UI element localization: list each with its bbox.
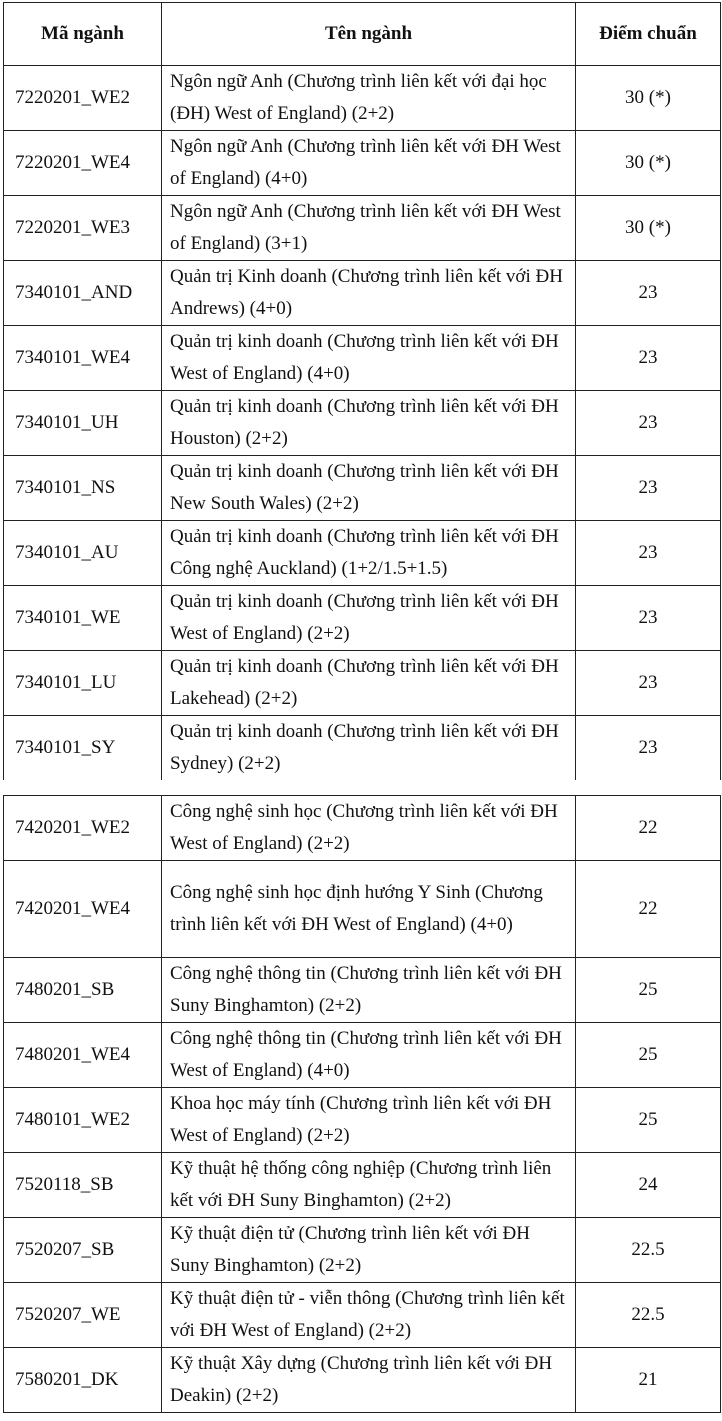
name-cell: Công nghệ sinh học (Chương trình liên kết với ĐH West of England) (2+2): [162, 796, 576, 861]
code-cell: 7340101_WE4: [4, 326, 162, 391]
code-cell: 7220201_WE4: [4, 131, 162, 196]
code-cell: 7340101_AND: [4, 261, 162, 326]
code-cell: 7480201_SB: [4, 958, 162, 1023]
table-row: [4, 651, 721, 716]
name-cell: Quản trị kinh doanh (Chương trình liên kết với ĐH Công nghệ Auckland) (1+2/1.5+1.5): [162, 521, 576, 586]
name-cell: Công nghệ sinh học định hướng Y Sinh (Chương trình liên kết với ĐH West of England) (4+0): [162, 861, 576, 958]
code-cell: 7480201_WE4: [4, 1023, 162, 1088]
score-cell: 22.5: [576, 1283, 721, 1348]
name-cell: Khoa học máy tính (Chương trình liên kết với ĐH West of England) (2+2): [162, 1088, 576, 1153]
score-cell: 25: [576, 1088, 721, 1153]
name-cell: Quản trị kinh doanh (Chương trình liên kết với ĐH Houston) (2+2): [162, 391, 576, 456]
code-cell: 7520207_SB: [4, 1218, 162, 1283]
score-cell: 22: [576, 861, 721, 958]
name-cell: Công nghệ thông tin (Chương trình liên kết với ĐH West of England) (4+0): [162, 1023, 576, 1088]
table-row: [4, 196, 721, 261]
name-cell: Kỹ thuật hệ thống công nghiệp (Chương trình liên kết với ĐH Suny Binghamton) (2+2): [162, 1153, 576, 1218]
table-row: [4, 326, 721, 391]
score-cell: 30 (*): [576, 66, 721, 131]
score-cell: 23: [576, 716, 721, 781]
code-cell: 7420201_WE4: [4, 861, 162, 958]
code-cell: 7520207_WE: [4, 1283, 162, 1348]
code-cell: 7480101_WE2: [4, 1088, 162, 1153]
code-cell: 7340101_SY: [4, 716, 162, 781]
name-cell: Ngôn ngữ Anh (Chương trình liên kết với ĐH West of England) (3+1): [162, 196, 576, 261]
table-row: [4, 958, 721, 1023]
table-row: [4, 391, 721, 456]
score-cell: 25: [576, 1023, 721, 1088]
scores-table-part-2: [3, 795, 721, 1413]
name-cell: Quản trị kinh doanh (Chương trình liên kết với ĐH Lakehead) (2+2): [162, 651, 576, 716]
code-cell: 7520118_SB: [4, 1153, 162, 1218]
table-row: [4, 586, 721, 651]
name-cell: Quản trị kinh doanh (Chương trình liên kết với ĐH Sydney) (2+2): [162, 716, 576, 781]
score-cell: 22: [576, 796, 721, 861]
name-cell: Kỹ thuật Xây dựng (Chương trình liên kết với ĐH Deakin) (2+2): [162, 1348, 576, 1413]
table-row: [4, 796, 721, 861]
table-row: [4, 456, 721, 521]
scores-table-part-1: [3, 2, 721, 780]
code-cell: 7340101_WE: [4, 586, 162, 651]
header-score: Điểm chuẩn: [576, 3, 721, 66]
score-cell: 23: [576, 521, 721, 586]
table-row: [4, 1023, 721, 1088]
score-cell: 23: [576, 326, 721, 391]
table-row: [4, 131, 721, 196]
table-row: [4, 1283, 721, 1348]
score-cell: 25: [576, 958, 721, 1023]
name-cell: Quản trị kinh doanh (Chương trình liên kết với ĐH West of England) (4+0): [162, 326, 576, 391]
table-row: [4, 1348, 721, 1413]
table-row: [4, 521, 721, 586]
table-row: [4, 261, 721, 326]
name-cell: Quản trị Kinh doanh (Chương trình liên kết với ĐH Andrews) (4+0): [162, 261, 576, 326]
name-cell: Ngôn ngữ Anh (Chương trình liên kết với đại học (ĐH) West of England) (2+2): [162, 66, 576, 131]
code-cell: 7580201_DK: [4, 1348, 162, 1413]
score-cell: 23: [576, 586, 721, 651]
name-cell: Kỹ thuật điện tử (Chương trình liên kết với ĐH Suny Binghamton) (2+2): [162, 1218, 576, 1283]
score-cell: 22.5: [576, 1218, 721, 1283]
score-cell: 23: [576, 651, 721, 716]
score-cell: 30 (*): [576, 196, 721, 261]
table-row: [4, 716, 721, 781]
table-row: [4, 1218, 721, 1283]
table-row: [4, 1088, 721, 1153]
score-cell: 21: [576, 1348, 721, 1413]
name-cell: Quản trị kinh doanh (Chương trình liên kết với ĐH New South Wales) (2+2): [162, 456, 576, 521]
score-cell: 30 (*): [576, 131, 721, 196]
code-cell: 7220201_WE3: [4, 196, 162, 261]
code-cell: 7420201_WE2: [4, 796, 162, 861]
name-cell: Kỹ thuật điện tử - viễn thông (Chương trình liên kết với ĐH West of England) (2+2): [162, 1283, 576, 1348]
table-header-row: [4, 3, 721, 66]
name-cell: Ngôn ngữ Anh (Chương trình liên kết với ĐH West of England) (4+0): [162, 131, 576, 196]
header-code: Mã ngành: [4, 3, 162, 66]
score-cell: 23: [576, 391, 721, 456]
code-cell: 7340101_UH: [4, 391, 162, 456]
code-cell: 7340101_AU: [4, 521, 162, 586]
admission-table-top: [0, 2, 722, 780]
code-cell: 7340101_NS: [4, 456, 162, 521]
table-row: [4, 66, 721, 131]
table-row: [4, 1153, 721, 1218]
score-cell: 23: [576, 261, 721, 326]
code-cell: 7220201_WE2: [4, 66, 162, 131]
name-cell: Công nghệ thông tin (Chương trình liên kết với ĐH Suny Binghamton) (2+2): [162, 958, 576, 1023]
table-row: [4, 861, 721, 958]
name-cell: Quản trị kinh doanh (Chương trình liên kết với ĐH West of England) (2+2): [162, 586, 576, 651]
admission-table-bottom: [0, 795, 722, 1413]
score-cell: 23: [576, 456, 721, 521]
score-cell: 24: [576, 1153, 721, 1218]
code-cell: 7340101_LU: [4, 651, 162, 716]
header-name: Tên ngành: [162, 3, 576, 66]
